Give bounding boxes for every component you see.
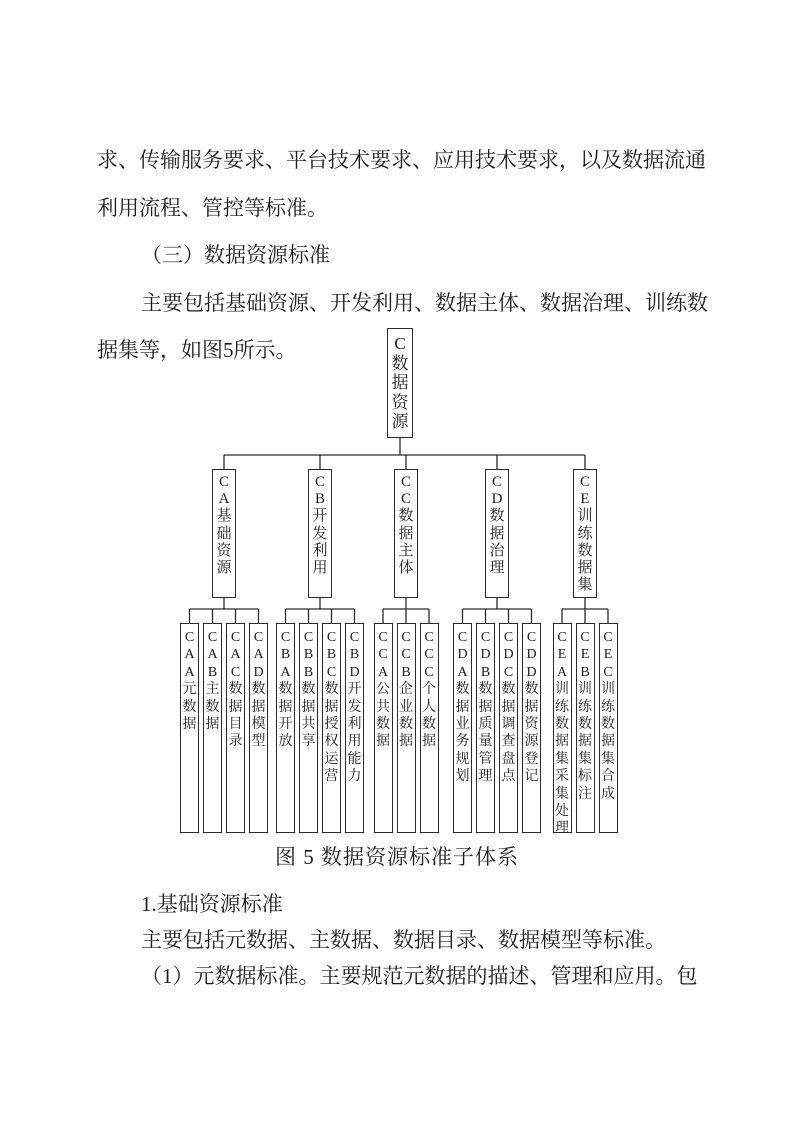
text-line: 求、传输服务要求、平台技术要求、应用技术要求，以及数据流通 [97,148,706,172]
tree-node-CAC: C A C 数 据 目 录 [226,623,245,833]
tree-node-CE: C E 训 练 数 据 集 [573,469,597,598]
tree-node-CB: C B 开 发 利 用 [308,469,332,598]
tree-node-CBB: C B B 数 据 共 享 [299,623,318,833]
text-line: 主要包括元数据、主数据、数据目录、数据模型等标准。 [141,928,666,952]
text-line: 主要包括基础资源、开发利用、数据主体、数据治理、训练数 [141,290,708,315]
tree-node-C: C 数 据 资 源 [387,328,413,438]
tree-node-CEC: C E C 训 练 数 据 集 合 成 [599,623,618,833]
tree-node-CCB: C C B 企 业 数 据 [397,623,416,833]
tree-node-CDD: C D D 数 据 资 源 登 记 [522,623,541,833]
text-line: （1）元数据标准。主要规范元数据的描述、管理和应用。包 [141,964,698,988]
tree-node-CAD: C A D 数 据 模 型 [249,623,268,833]
tree-node-CEA: C E A 训 练 数 据 集 采 集 处 理 [553,623,572,833]
tree-node-CA: C A 基 础 资 源 [212,469,236,598]
tree-node-CCC: C C C 个 人 数 据 [420,623,439,833]
text-line: 据集等，如图5所示。 [97,338,297,362]
tree-node-CEB: C E B 训 练 数 据 集 标 注 [576,623,595,833]
tree-node-CBD: C B D 开 发 利 用 能 力 [345,623,364,833]
tree-node-CCA: C C A 公 共 数 据 [374,623,393,833]
text-line: 利用流程、管控等标准。 [97,195,328,220]
tree-node-CDB: C D B 数 据 质 量 管 理 [476,623,495,833]
tree-node-CD: C D 数 据 治 理 [485,469,509,598]
figure-caption: 图 5 数据资源标准子体系 [275,845,519,869]
tree-node-CDC: C D C 数 据 调 查 盘 点 [499,623,518,833]
tree-node-CC: C C 数 据 主 体 [394,469,418,598]
tree-node-CDA: C D A 数 据 业 务 规 划 [453,623,472,833]
tree-node-CBA: C B A 数 据 开 放 [276,623,295,833]
paragraph-bottom [97,886,719,994]
tree-node-CAB: C A B 主 数 据 [203,623,222,833]
tree-node-CBC: C B C 数 据 授 权 运 营 [322,623,341,833]
section-heading: （三）数据资源标准 [141,243,330,267]
tree-node-CAA: C A A 元 数 据 [180,623,199,833]
subsection-heading: 1.基础资源标准 [141,892,283,916]
